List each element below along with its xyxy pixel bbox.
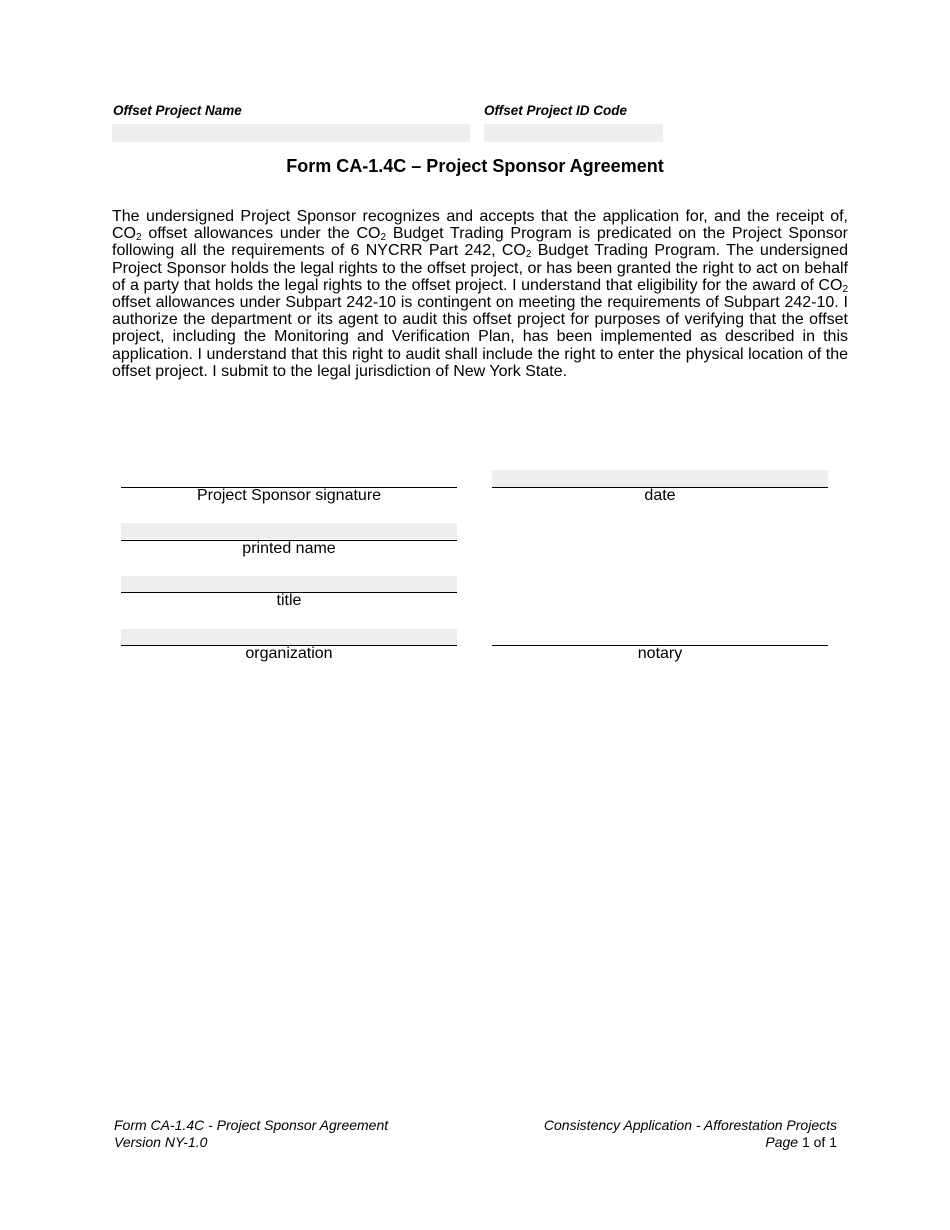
- title-caption: title: [276, 592, 302, 609]
- title-field[interactable]: [121, 576, 457, 592]
- agreement-text-4: Budget Trading Program. The undersigned Project Sponsor holds the legal rights to the offset project, or has been granted the right to act on behalf of a party that holds the legal rights to the offset project. I understand that eligibility for the award of CO: [112, 242, 849, 294]
- agreement-text-1: The undersigned Project Sponsor recognizes and accepts that the application for, and the receipt of, CO: [112, 208, 848, 243]
- agreement-paragraph: [112, 208, 848, 380]
- footer-page-word: Page: [765, 1134, 799, 1150]
- agreement-text-2: offset allowances under the CO: [141, 225, 381, 243]
- printed-name-caption: printed name: [242, 540, 336, 557]
- subscript-2: 2: [380, 232, 387, 244]
- sponsor-signature-caption: Project Sponsor signature: [196, 487, 382, 504]
- date-field[interactable]: [492, 470, 828, 487]
- agreement-text-5: offset allowances under Subpart 242-10 is contingent on meeting the requirements of Subpart 242-10. I authorize the department or its agent to audit this offset project for purposes of verifying that the offset project, including the Monitoring and Verification Plan, has been implemented as described in this application. I understand that this right to audit shall include the right to enter the physical location of the offset project. I submit to the legal jurisdiction of New York State.: [112, 294, 848, 380]
- footer-form-name: Form CA-1.4C - Project Sponsor Agreement: [114, 1117, 389, 1133]
- date-caption: date: [644, 487, 676, 504]
- footer-page-number: [544, 1134, 837, 1151]
- subscript-2: 2: [842, 283, 848, 295]
- organization-caption: organization: [245, 645, 333, 662]
- notary-caption: notary: [637, 645, 683, 662]
- subscript-2: 2: [136, 232, 142, 244]
- project-id-field[interactable]: [484, 124, 663, 142]
- footer-version: Version NY-1.0: [114, 1134, 208, 1150]
- footer-right: [544, 1117, 837, 1151]
- subscript-2: 2: [525, 249, 532, 261]
- printed-name-field[interactable]: [121, 523, 457, 539]
- project-name-field[interactable]: [112, 124, 470, 142]
- form-title: Form CA-1.4C – Project Sponsor Agreement: [286, 156, 664, 176]
- agreement-text-3: Budget Trading Program is predicated on the Project Sponsor following all the requirements of 6 NYCRR Part 242, CO: [112, 225, 849, 260]
- project-id-label: Offset Project ID Code: [484, 103, 628, 118]
- footer-page-count: 1 of 1: [801, 1134, 837, 1150]
- organization-field[interactable]: [121, 629, 457, 645]
- footer-left: [114, 1117, 388, 1151]
- project-name-label: Offset Project Name: [113, 103, 242, 118]
- footer-application-name: Consistency Application - Afforestation Projects: [543, 1117, 837, 1133]
